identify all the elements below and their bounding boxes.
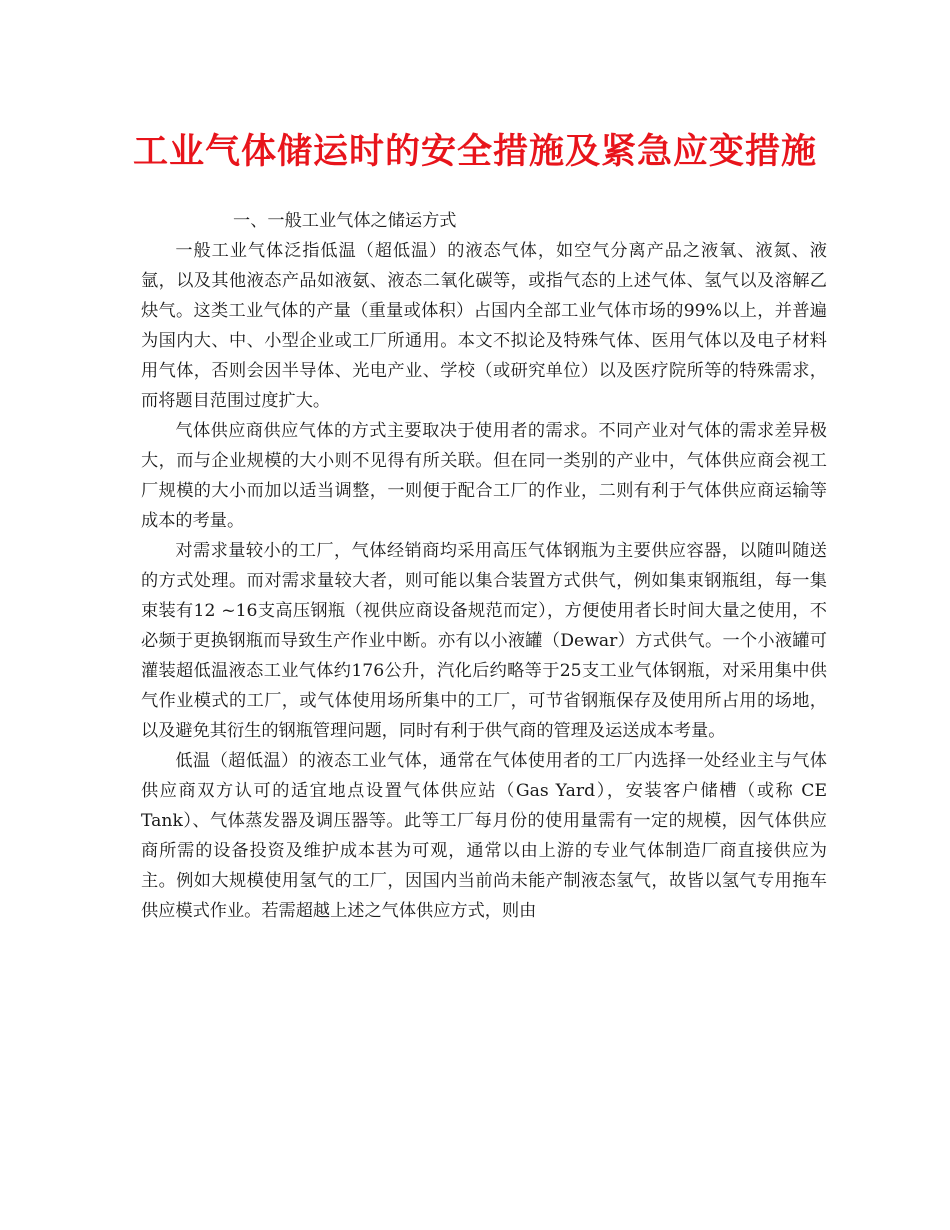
section-heading: 一、一般工业气体之储运方式 [233,211,457,231]
document-body [141,206,827,926]
paragraph-1: 一般工业气体泛指低温（超低温）的液态气体，如空气分离产品之液氧、液氮、液氩，以及其他液态产品如液氨、液态二氧化碳等，或指气态的上述气体、氢气以及溶解乙炔气。这类工业气体的产量（重量或体积）占国内全部工业气体市场的99%以上，并普遍为国内大、中、小型企业或工厂所通用。本文不拟论及特殊气体、医用气体以及电子材料用气体，否则会因半导体、光电产业、学校（或研究单位）以及医疗院所等的特殊需求，而将题目范围过度扩大。 [141,241,827,411]
paragraph-2: 气体供应商供应气体的方式主要取决于使用者的需求。不同产业对气体的需求差异极大，而与企业规模的大小则不见得有所关联。但在同一类别的产业中，气体供应商会视工厂规模的大小而加以适当调整，一则便于配合工厂的作业，二则有利于气体供应商运输等成本的考量。 [141,421,827,531]
paragraph-4: 低温（超低温）的液态工业气体，通常在气体使用者的工厂内选择一处经业主与气体供应商双方认可的适宜地点设置气体供应站（Gas Yard），安装客户储槽（或称 CE Tank）、气体蒸发器及调压器等。此等工厂每月份的使用量需有一定的规模，因气体供应商所需的设备投资及维护成本甚为可观，通常以由上游的专业气体制造厂商直接供应为主。例如大规模使用氢气的工厂，因国内当前尚未能产制液态氢气，故皆以氢气专用拖车供应模式作业。若需超越上述之气体供应方式，则由 [141,751,827,921]
document-title: 工业气体储运时的安全措施及紧急应变措施 [132,131,817,172]
paragraph-3: 对需求量较小的工厂，气体经销商均采用高压气体钢瓶为主要供应容器，以随叫随送的方式处理。而对需求量较大者，则可能以集合装置方式供气，例如集束钢瓶组，每一集束装有12 ~16支高压钢瓶（视供应商设备规范而定），方便使用者长时间大量之使用，不必频于更换钢瓶而导致生产作业中断。亦有以小液罐（Dewar）方式供气。一个小液罐可灌装超低温液态工业气体约176公升，汽化后约略等于25支工业气体钢瓶，对采用集中供气作业模式的工厂，或气体使用场所集中的工厂，可节省钢瓶保存及使用所占用的场地，以及避免其衍生的钢瓶管理问题，同时有利于供气商的管理及运送成本考量。 [141,541,827,741]
